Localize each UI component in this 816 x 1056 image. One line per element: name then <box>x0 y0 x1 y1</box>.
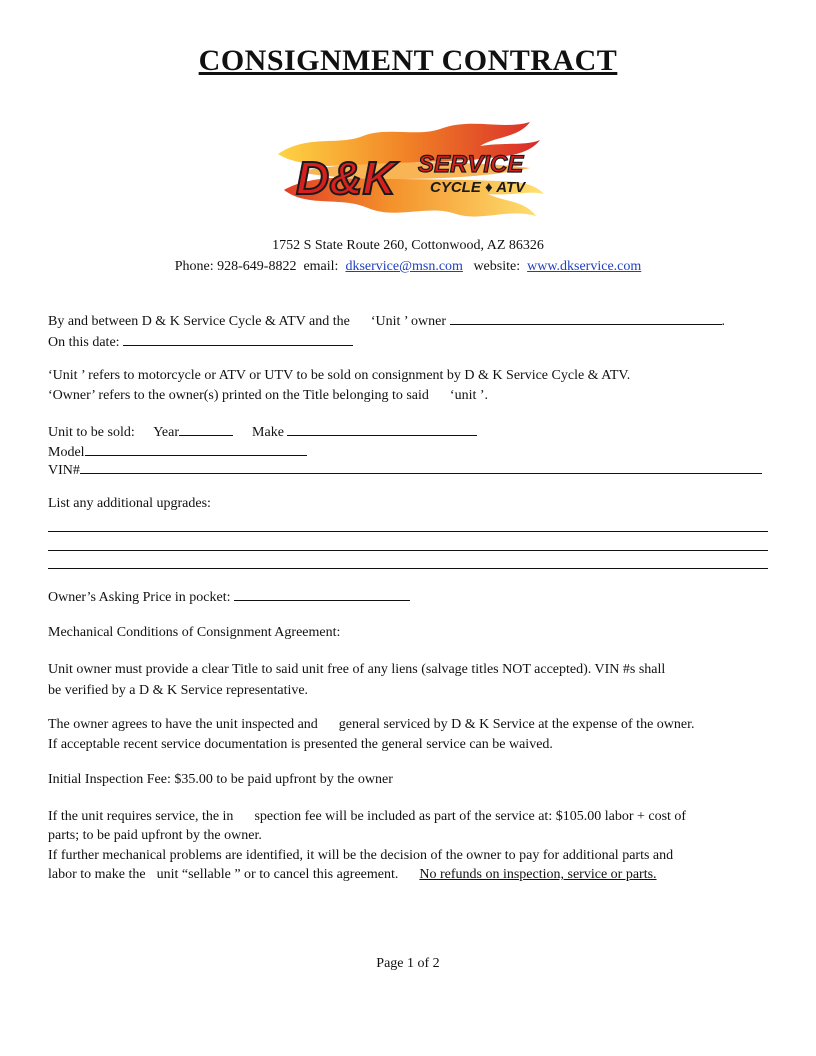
asking-price-field[interactable] <box>234 588 410 601</box>
asking-price-line <box>48 588 410 606</box>
asking-price-label: Owner’s Asking Price in pocket: <box>48 590 231 605</box>
inspect-paragraph-line-1 <box>48 717 695 733</box>
upgrades-label: List any additional upgrades: <box>48 496 211 511</box>
between-text: By and between D & K Service Cycle & ATV and the <box>48 314 350 329</box>
further-text-a: labor to make the <box>48 867 146 882</box>
between-line <box>48 312 725 330</box>
vin-label: VIN# <box>48 463 80 478</box>
vin-field[interactable] <box>80 461 762 474</box>
vin-line <box>48 461 762 479</box>
logo-main-text: D&K <box>296 152 396 204</box>
upgrades-line-2[interactable] <box>48 550 768 551</box>
phone: Phone: 928-649-8822 <box>174 259 297 274</box>
page-number: Page 1 of 2 <box>376 956 440 971</box>
logo-sub-text-2: CYCLE ♦ ATV <box>430 179 526 196</box>
page-title: CONSIGNMENT CONTRACT <box>198 44 618 77</box>
service-paragraph-line-2: parts; to be paid upfront by the owner. <box>48 828 262 843</box>
owner-definition: ‘Owner’ refers to the owner(s) printed on the Title belonging to said <box>48 388 429 403</box>
period: . <box>721 314 726 329</box>
model-label: Model <box>48 445 85 460</box>
title-paragraph-line-1: Unit owner must provide a clear Title to said unit free of any liens (salvage titles NOT accepted). VIN #s shall <box>48 662 666 677</box>
service-paragraph-line-1 <box>48 809 686 825</box>
owner-definition-line <box>48 388 488 404</box>
year-field[interactable] <box>179 423 233 436</box>
further-paragraph-line-2 <box>48 867 657 883</box>
service-text-a: If the unit requires service, the in <box>48 809 234 824</box>
address-line: 1752 S State Route 260, Cottonwood, AZ 86326 <box>272 238 544 253</box>
date-field[interactable] <box>123 333 353 346</box>
mechanical-heading: Mechanical Conditions of Consignment Agreement: <box>48 625 341 640</box>
dk-service-logo <box>268 116 548 226</box>
make-label: Make <box>252 425 284 440</box>
year-label: Year <box>153 425 180 440</box>
further-paragraph-line-1: If further mechanical problems are identified, it will be the decision of the owner to pay for additional parts and <box>48 848 674 863</box>
email-label: email: <box>303 259 339 274</box>
unit-definition: ‘Unit ’ refers to motorcycle or ATV or UTV to be sold on consignment by D & K Service Cycle & ATV. <box>48 368 631 383</box>
unit-to-be-sold-line <box>48 423 477 441</box>
model-field[interactable] <box>85 443 307 456</box>
inspection-fee: Initial Inspection Fee: $35.00 to be paid upfront by the owner <box>48 772 393 787</box>
no-refunds-notice: No refunds on inspection, service or parts. <box>419 867 657 882</box>
unit-owner-label: ‘Unit ’ owner <box>370 314 447 329</box>
upgrades-line-3[interactable] <box>48 568 768 569</box>
upgrades-line-1[interactable] <box>48 531 768 532</box>
website-link[interactable]: www.dkservice.com <box>527 259 642 274</box>
owner-definition-end: ‘unit ’. <box>449 388 489 403</box>
contact-line <box>0 259 816 275</box>
make-field[interactable] <box>287 423 477 436</box>
unit-to-be-sold-label: Unit to be sold: <box>48 425 135 440</box>
email-link[interactable]: dkservice@msn.com <box>345 259 463 274</box>
inspect-paragraph-line-2: If acceptable recent service documentation is presented the general service can be waived. <box>48 737 553 752</box>
logo-sub-text-1: SERVICE <box>418 151 524 178</box>
on-this-date-label: On this date: <box>48 335 120 350</box>
date-line <box>48 333 353 351</box>
further-text-b: unit “sellable ” or to cancel this agreement. <box>156 867 399 882</box>
model-line <box>48 443 307 461</box>
inspect-text-b: general serviced by D & K Service at the expense of the owner. <box>338 717 695 732</box>
service-text-b: spection fee will be included as part of the service at: $105.00 labor + cost of <box>254 809 687 824</box>
website-label: website: <box>473 259 521 274</box>
unit-owner-field[interactable] <box>450 312 722 325</box>
inspect-text-a: The owner agrees to have the unit inspected and <box>48 717 318 732</box>
title-paragraph-line-2: be verified by a D & K Service representative. <box>48 683 309 698</box>
